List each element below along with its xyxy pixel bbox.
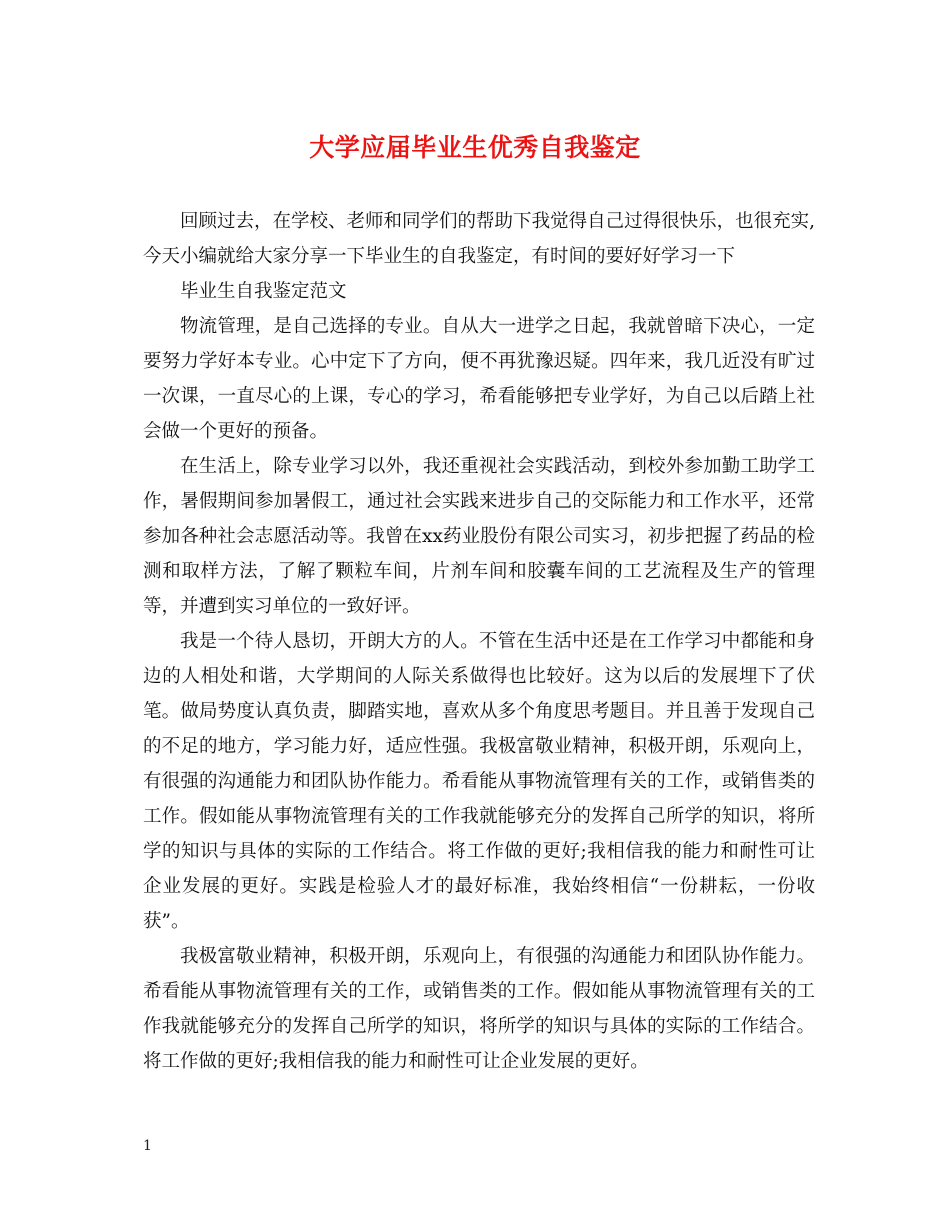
page-number: 1	[143, 1138, 152, 1154]
document-body	[143, 204, 815, 1079]
paragraph-personality: 我是一个待人恳切，开朗大方的人。不管在生活中还是在工作学习中都能和身边的人相处和谐，大学期间的人际关系做得也比较好。这为以后的发展埋下了伏笔。做局势度认真负责，脚踏实地，喜欢从多个角度思考题目。并且善于发现自己的不足的地方，学习能力好，适应性强。我极富敬业精神，积极开朗，乐观向上，有很强的沟通能力和团队协作能力。希看能从事物流管理有关的工作，或销售类的工作。假如能从事物流管理有关的工作我就能够充分的发挥自己所学的知识，将所学的知识与具体的实际的工作结合。将工作做的更好;我相信我的能力和耐性可让企业发展的更好。实践是检验人才的最好标准，我始终相信“一份耕耘，一份收获”。	[143, 631, 815, 932]
paragraph-closing: 我极富敬业精神，积极开朗，乐观向上，有很强的沟通能力和团队协作能力。希看能从事物流管理有关的工作，或销售类的工作。假如能从事物流管理有关的工作我就能够充分的发挥自己所学的知识，将所学的知识与具体的实际的工作结合。将工作做的更好;我相信我的能力和耐性可让企业发展的更好。	[143, 946, 815, 1072]
paragraph-intro: 回顾过去，在学校、老师和同学们的帮助下我觉得自己过得很快乐，也很充实,今天小编就给大家分享一下毕业生的自我鉴定，有时间的要好好学习一下	[143, 211, 815, 267]
paragraph-major: 物流管理，是自己选择的专业。自从大一进学之日起，我就曾暗下决心，一定要努力学好本专业。心中定下了方向，便不再犹豫迟疑。四年来，我几近没有旷过一次课，一直尽心的上课，专心的学习，希看能够把专业学好，为自己以后踏上社会做一个更好的预备。	[143, 316, 815, 442]
paragraph-subheading: 毕业生自我鉴定范文	[180, 281, 347, 302]
document-title: 大学应届毕业生优秀自我鉴定	[309, 133, 641, 162]
paragraph-life: 在生活上，除专业学习以外，我还重视社会实践活动，到校外参加勤工助学工作，暑假期间参加暑假工，通过社会实践来进步自己的交际能力和工作水平，还常参加各种社会志愿活动等。我曾在xx药业股份有限公司实习，初步把握了药品的检测和取样方法，了解了颗粒车间，片剂车间和胶囊车间的工艺流程及生产的管理等，并遭到实习单位的一致好评。	[143, 456, 815, 617]
